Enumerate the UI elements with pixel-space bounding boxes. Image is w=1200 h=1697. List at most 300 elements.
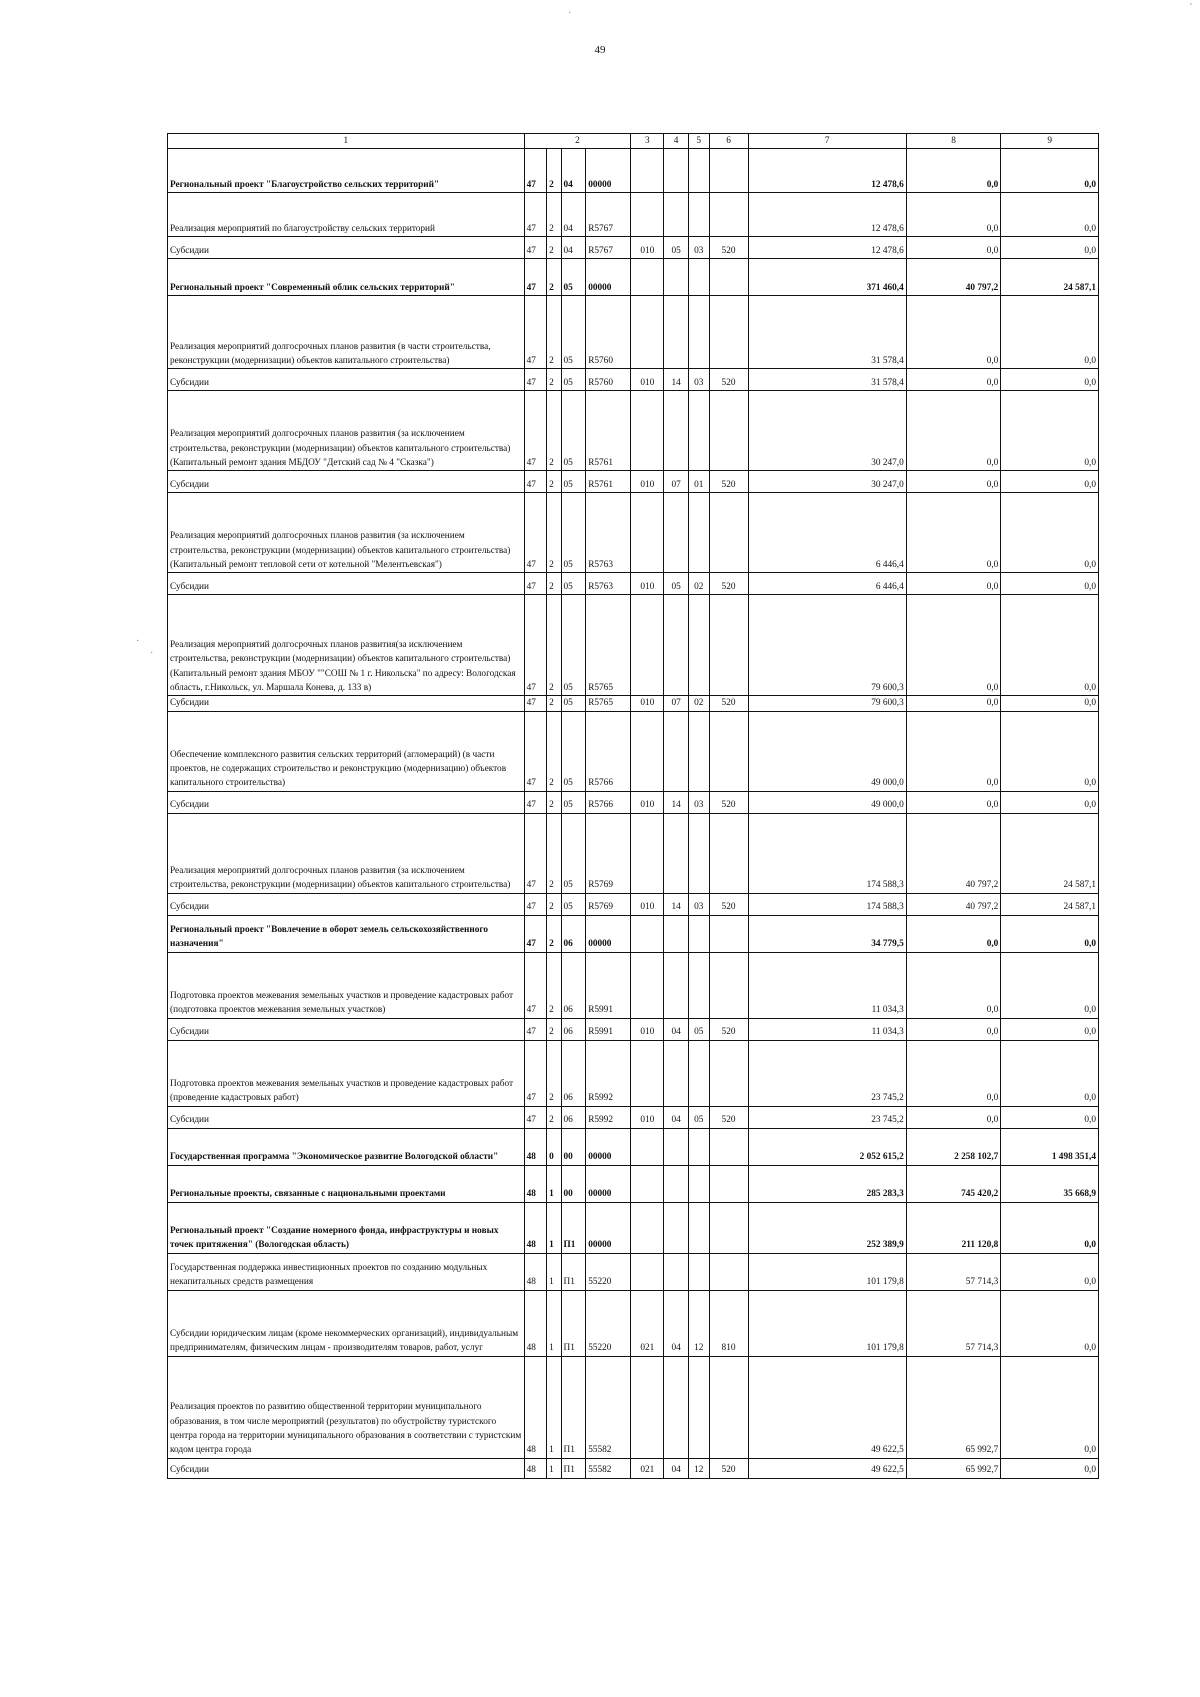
cell-col-4: 14 bbox=[664, 791, 689, 813]
row-name: Подготовка проектов межевания земельных участков и проведение кадастровых работ (подготовка проектов межевания земельных участков) bbox=[168, 952, 525, 1018]
cell-col-6: 520 bbox=[709, 791, 748, 813]
cell-col-3 bbox=[631, 1165, 664, 1202]
value-col-9: 0,0 bbox=[1001, 952, 1099, 1018]
cell-col-4 bbox=[664, 296, 689, 369]
cell-col-3 bbox=[631, 493, 664, 573]
cell-col-5 bbox=[688, 595, 709, 696]
value-col-9: 35 668,9 bbox=[1001, 1165, 1099, 1202]
code-program: 47 bbox=[524, 1018, 547, 1040]
row-name: Субсидии bbox=[168, 893, 525, 915]
table-row bbox=[168, 595, 1099, 696]
code-subprogram: 2 bbox=[547, 1040, 561, 1106]
cell-col-6 bbox=[709, 711, 748, 791]
cell-col-4 bbox=[664, 391, 689, 471]
code-item: R5761 bbox=[586, 391, 631, 471]
code-section: 00 bbox=[561, 1165, 586, 1202]
row-name: Субсидии юридическим лицам (кроме некоммерческих организаций), индивидуальным предпринимателям, физическим лицам - производителям товаров, работ, услуг bbox=[168, 1290, 525, 1356]
code-item: R5765 bbox=[586, 696, 631, 711]
cell-col-3: 010 bbox=[631, 1106, 664, 1128]
table-row bbox=[168, 471, 1099, 493]
code-section: 05 bbox=[561, 573, 586, 595]
code-item: R5991 bbox=[586, 952, 631, 1018]
code-item: 00000 bbox=[586, 915, 631, 952]
cell-col-3: 010 bbox=[631, 893, 664, 915]
row-name: Реализация мероприятий долгосрочных планов развития (в части строительства, реконструкции (модернизации) объектов капитального строительства) bbox=[168, 296, 525, 369]
row-name: Субсидии bbox=[168, 696, 525, 711]
value-col-8: 0,0 bbox=[906, 696, 1001, 711]
table-row bbox=[168, 791, 1099, 813]
cell-col-4 bbox=[664, 1202, 689, 1253]
code-item: R5991 bbox=[586, 1018, 631, 1040]
code-section: П1 bbox=[561, 1458, 586, 1478]
scan-speck-4: · bbox=[150, 648, 154, 659]
value-col-9: 1 498 351,4 bbox=[1001, 1128, 1099, 1165]
code-subprogram: 2 bbox=[547, 952, 561, 1018]
code-item: R5992 bbox=[586, 1040, 631, 1106]
value-col-8: 0,0 bbox=[906, 296, 1001, 369]
cell-col-5 bbox=[688, 1356, 709, 1458]
cell-col-5: 02 bbox=[688, 573, 709, 595]
row-name: Региональный проект "Современный облик сельских территорий" bbox=[168, 259, 525, 296]
value-col-7: 49 000,0 bbox=[748, 791, 906, 813]
row-name: Реализация мероприятий долгосрочных планов развития(за исключением строительства, реконструкции (модернизации) объектов капитального строительства)(Капитальный ремонт здания МБОУ ""СОШ № 1 г. Никольска" по адресу: Вологодская область, г.Никольск, ул. Маршала Конева, д. 133 в) bbox=[168, 595, 525, 696]
value-col-7: 6 446,4 bbox=[748, 493, 906, 573]
cell-col-3 bbox=[631, 391, 664, 471]
cell-col-3 bbox=[631, 296, 664, 369]
code-subprogram: 2 bbox=[547, 573, 561, 595]
code-section: 05 bbox=[561, 711, 586, 791]
row-name: Реализация мероприятий по благоустройству сельских территорий bbox=[168, 193, 525, 237]
value-col-8: 211 120,8 bbox=[906, 1202, 1001, 1253]
value-col-8: 40 797,2 bbox=[906, 813, 1001, 893]
cell-col-3 bbox=[631, 1128, 664, 1165]
value-col-8: 0,0 bbox=[906, 471, 1001, 493]
table-row bbox=[168, 296, 1099, 369]
code-subprogram: 2 bbox=[547, 813, 561, 893]
code-section: П1 bbox=[561, 1253, 586, 1290]
table-row bbox=[168, 1018, 1099, 1040]
value-col-9: 0,0 bbox=[1001, 237, 1099, 259]
row-name: Региональный проект "Вовлечение в оборот земель сельскохозяйственного назначения" bbox=[168, 915, 525, 952]
value-col-9: 0,0 bbox=[1001, 791, 1099, 813]
code-section: 05 bbox=[561, 791, 586, 813]
cell-col-5 bbox=[688, 813, 709, 893]
cell-col-5: 12 bbox=[688, 1458, 709, 1478]
table-row bbox=[168, 1040, 1099, 1106]
value-col-7: 11 034,3 bbox=[748, 952, 906, 1018]
cell-col-6 bbox=[709, 1253, 748, 1290]
code-item: R5763 bbox=[586, 493, 631, 573]
value-col-7: 101 179,8 bbox=[748, 1253, 906, 1290]
value-col-8: 0,0 bbox=[906, 915, 1001, 952]
code-item: 00000 bbox=[586, 259, 631, 296]
value-col-9: 0,0 bbox=[1001, 696, 1099, 711]
cell-col-3 bbox=[631, 595, 664, 696]
value-col-8: 0,0 bbox=[906, 711, 1001, 791]
value-col-7: 174 588,3 bbox=[748, 893, 906, 915]
code-subprogram: 2 bbox=[547, 696, 561, 711]
cell-col-3 bbox=[631, 711, 664, 791]
code-item: R5761 bbox=[586, 471, 631, 493]
cell-col-6: 810 bbox=[709, 1290, 748, 1356]
value-col-9: 0,0 bbox=[1001, 711, 1099, 791]
value-col-7: 23 745,2 bbox=[748, 1040, 906, 1106]
value-col-9: 24 587,1 bbox=[1001, 259, 1099, 296]
value-col-8: 65 992,7 bbox=[906, 1356, 1001, 1458]
cell-col-4: 04 bbox=[664, 1290, 689, 1356]
cell-col-6 bbox=[709, 1202, 748, 1253]
table-row bbox=[168, 573, 1099, 595]
code-subprogram: 1 bbox=[547, 1165, 561, 1202]
cell-col-5 bbox=[688, 711, 709, 791]
value-col-7: 34 779,5 bbox=[748, 915, 906, 952]
row-name: Государственная программа "Экономическое развитие Вологодской области" bbox=[168, 1128, 525, 1165]
code-subprogram: 2 bbox=[547, 915, 561, 952]
row-name: Субсидии bbox=[168, 1106, 525, 1128]
cell-col-4: 04 bbox=[664, 1106, 689, 1128]
header-col-1: 1 bbox=[168, 134, 525, 149]
value-col-9: 0,0 bbox=[1001, 471, 1099, 493]
cell-col-6 bbox=[709, 1128, 748, 1165]
code-section: 04 bbox=[561, 193, 586, 237]
cell-col-4: 05 bbox=[664, 237, 689, 259]
code-section: 05 bbox=[561, 595, 586, 696]
code-subprogram: 1 bbox=[547, 1458, 561, 1478]
cell-col-5 bbox=[688, 259, 709, 296]
code-program: 47 bbox=[524, 1106, 547, 1128]
code-item: R5763 bbox=[586, 573, 631, 595]
code-section: 00 bbox=[561, 1128, 586, 1165]
cell-col-3 bbox=[631, 1356, 664, 1458]
cell-col-5 bbox=[688, 1128, 709, 1165]
code-subprogram: 2 bbox=[547, 711, 561, 791]
header-col-2: 2 bbox=[524, 134, 631, 149]
code-section: П1 bbox=[561, 1356, 586, 1458]
value-col-7: 174 588,3 bbox=[748, 813, 906, 893]
value-col-7: 31 578,4 bbox=[748, 296, 906, 369]
table-row bbox=[168, 369, 1099, 391]
cell-col-6: 520 bbox=[709, 1458, 748, 1478]
table-row bbox=[168, 237, 1099, 259]
value-col-7: 23 745,2 bbox=[748, 1106, 906, 1128]
code-subprogram: 2 bbox=[547, 471, 561, 493]
code-item: 00000 bbox=[586, 1202, 631, 1253]
code-program: 48 bbox=[524, 1458, 547, 1478]
header-row bbox=[168, 134, 1099, 149]
cell-col-6 bbox=[709, 1040, 748, 1106]
code-program: 47 bbox=[524, 952, 547, 1018]
code-subprogram: 1 bbox=[547, 1253, 561, 1290]
code-subprogram: 2 bbox=[547, 259, 561, 296]
table-row bbox=[168, 193, 1099, 237]
row-name: Региональный проект "Создание номерного фонда, инфраструктуры и новых точек притяжения" (Вологодская область) bbox=[168, 1202, 525, 1253]
cell-col-3 bbox=[631, 915, 664, 952]
table-body bbox=[168, 134, 1099, 1479]
code-section: 06 bbox=[561, 1018, 586, 1040]
value-col-8: 40 797,2 bbox=[906, 893, 1001, 915]
page-number: 49 bbox=[594, 44, 606, 56]
cell-col-4 bbox=[664, 149, 689, 193]
cell-col-4 bbox=[664, 1040, 689, 1106]
table-row bbox=[168, 952, 1099, 1018]
code-program: 47 bbox=[524, 259, 547, 296]
value-col-9: 0,0 bbox=[1001, 1202, 1099, 1253]
cell-col-3: 021 bbox=[631, 1458, 664, 1478]
table-row bbox=[168, 391, 1099, 471]
code-section: 05 bbox=[561, 259, 586, 296]
code-program: 48 bbox=[524, 1253, 547, 1290]
cell-col-5: 03 bbox=[688, 791, 709, 813]
scan-speck-2: ' bbox=[1190, 2, 1192, 13]
cell-col-4 bbox=[664, 711, 689, 791]
code-program: 47 bbox=[524, 369, 547, 391]
cell-col-5 bbox=[688, 1165, 709, 1202]
code-subprogram: 1 bbox=[547, 1290, 561, 1356]
value-col-8: 0,0 bbox=[906, 1018, 1001, 1040]
cell-col-6 bbox=[709, 296, 748, 369]
code-section: 05 bbox=[561, 391, 586, 471]
cell-col-5 bbox=[688, 1040, 709, 1106]
cell-col-6: 520 bbox=[709, 237, 748, 259]
value-col-7: 49 000,0 bbox=[748, 711, 906, 791]
code-program: 47 bbox=[524, 149, 547, 193]
cell-col-6 bbox=[709, 952, 748, 1018]
value-col-8: 0,0 bbox=[906, 1106, 1001, 1128]
code-program: 48 bbox=[524, 1165, 547, 1202]
value-col-8: 0,0 bbox=[906, 149, 1001, 193]
value-col-8: 0,0 bbox=[906, 193, 1001, 237]
value-col-8: 0,0 bbox=[906, 595, 1001, 696]
value-col-8: 0,0 bbox=[906, 369, 1001, 391]
budget-table bbox=[167, 133, 1099, 1479]
cell-col-3 bbox=[631, 193, 664, 237]
cell-col-3: 010 bbox=[631, 696, 664, 711]
code-item: 55582 bbox=[586, 1356, 631, 1458]
cell-col-3: 010 bbox=[631, 471, 664, 493]
row-name: Субсидии bbox=[168, 237, 525, 259]
cell-col-3: 021 bbox=[631, 1290, 664, 1356]
code-item: R5765 bbox=[586, 595, 631, 696]
row-name: Реализация мероприятий долгосрочных планов развития (за исключением строительства, реконструкции (модернизации) объектов капитального строительства)(Капитальный ремонт тепловой сети от котельной "Мелентьевская") bbox=[168, 493, 525, 573]
code-item: R5767 bbox=[586, 193, 631, 237]
code-section: 06 bbox=[561, 915, 586, 952]
cell-col-5: 01 bbox=[688, 471, 709, 493]
value-col-8: 745 420,2 bbox=[906, 1165, 1001, 1202]
cell-col-3: 010 bbox=[631, 369, 664, 391]
cell-col-3 bbox=[631, 813, 664, 893]
value-col-7: 49 622,5 bbox=[748, 1356, 906, 1458]
cell-col-4 bbox=[664, 493, 689, 573]
value-col-8: 0,0 bbox=[906, 573, 1001, 595]
value-col-8: 40 797,2 bbox=[906, 259, 1001, 296]
code-subprogram: 2 bbox=[547, 595, 561, 696]
code-section: 05 bbox=[561, 696, 586, 711]
cell-col-6 bbox=[709, 595, 748, 696]
cell-col-4: 07 bbox=[664, 696, 689, 711]
cell-col-4 bbox=[664, 1128, 689, 1165]
value-col-8: 0,0 bbox=[906, 391, 1001, 471]
code-program: 47 bbox=[524, 791, 547, 813]
code-item: R5766 bbox=[586, 711, 631, 791]
header-col-3: 3 bbox=[631, 134, 664, 149]
code-section: 05 bbox=[561, 893, 586, 915]
cell-col-3 bbox=[631, 1040, 664, 1106]
value-col-9: 0,0 bbox=[1001, 915, 1099, 952]
value-col-9: 0,0 bbox=[1001, 1106, 1099, 1128]
table-row bbox=[168, 1356, 1099, 1458]
cell-col-4 bbox=[664, 813, 689, 893]
cell-col-6 bbox=[709, 813, 748, 893]
value-col-7: 101 179,8 bbox=[748, 1290, 906, 1356]
code-program: 47 bbox=[524, 391, 547, 471]
value-col-9: 24 587,1 bbox=[1001, 893, 1099, 915]
code-item: 00000 bbox=[586, 1165, 631, 1202]
value-col-9: 0,0 bbox=[1001, 149, 1099, 193]
row-name: Региональные проекты, связанные с национальными проектами bbox=[168, 1165, 525, 1202]
cell-col-3: 010 bbox=[631, 791, 664, 813]
cell-col-6: 520 bbox=[709, 696, 748, 711]
header-col-8: 8 bbox=[906, 134, 1001, 149]
cell-col-6: 520 bbox=[709, 893, 748, 915]
cell-col-4 bbox=[664, 595, 689, 696]
value-col-9: 0,0 bbox=[1001, 595, 1099, 696]
code-item: R5769 bbox=[586, 813, 631, 893]
scan-speck-3: · bbox=[136, 636, 140, 647]
code-program: 47 bbox=[524, 595, 547, 696]
code-item: 00000 bbox=[586, 1128, 631, 1165]
cell-col-6: 520 bbox=[709, 1018, 748, 1040]
row-name: Субсидии bbox=[168, 573, 525, 595]
cell-col-5 bbox=[688, 193, 709, 237]
cell-col-4 bbox=[664, 1165, 689, 1202]
cell-col-6 bbox=[709, 1165, 748, 1202]
cell-col-3 bbox=[631, 1253, 664, 1290]
value-col-8: 57 714,3 bbox=[906, 1290, 1001, 1356]
row-name: Государственная поддержка инвестиционных проектов по созданию модульных некапитальных средств размещения bbox=[168, 1253, 525, 1290]
code-program: 47 bbox=[524, 711, 547, 791]
code-section: П1 bbox=[561, 1290, 586, 1356]
table-row bbox=[168, 1128, 1099, 1165]
value-col-9: 0,0 bbox=[1001, 391, 1099, 471]
code-section: 04 bbox=[561, 237, 586, 259]
code-section: 06 bbox=[561, 1040, 586, 1106]
value-col-9: 0,0 bbox=[1001, 369, 1099, 391]
code-section: 05 bbox=[561, 471, 586, 493]
table-row bbox=[168, 259, 1099, 296]
cell-col-5 bbox=[688, 493, 709, 573]
value-col-7: 285 283,3 bbox=[748, 1165, 906, 1202]
code-program: 48 bbox=[524, 1356, 547, 1458]
code-subprogram: 2 bbox=[547, 1018, 561, 1040]
code-section: 05 bbox=[561, 369, 586, 391]
value-col-7: 79 600,3 bbox=[748, 696, 906, 711]
cell-col-6: 520 bbox=[709, 573, 748, 595]
value-col-7: 12 478,6 bbox=[748, 149, 906, 193]
code-item: R5767 bbox=[586, 237, 631, 259]
table-row bbox=[168, 893, 1099, 915]
cell-col-5 bbox=[688, 1202, 709, 1253]
cell-col-5: 12 bbox=[688, 1290, 709, 1356]
code-item: 55582 bbox=[586, 1458, 631, 1478]
table-row bbox=[168, 1290, 1099, 1356]
cell-col-4: 14 bbox=[664, 893, 689, 915]
cell-col-4 bbox=[664, 1253, 689, 1290]
cell-col-5: 05 bbox=[688, 1018, 709, 1040]
cell-col-4: 07 bbox=[664, 471, 689, 493]
code-item: R5769 bbox=[586, 893, 631, 915]
cell-col-5: 05 bbox=[688, 1106, 709, 1128]
code-item: R5760 bbox=[586, 369, 631, 391]
cell-col-6: 520 bbox=[709, 1106, 748, 1128]
table-row bbox=[168, 1202, 1099, 1253]
table-row bbox=[168, 1458, 1099, 1478]
row-name: Региональный проект "Благоустройство сельских территорий" bbox=[168, 149, 525, 193]
code-section: П1 bbox=[561, 1202, 586, 1253]
value-col-8: 65 992,7 bbox=[906, 1458, 1001, 1478]
value-col-8: 0,0 bbox=[906, 791, 1001, 813]
value-col-9: 0,0 bbox=[1001, 493, 1099, 573]
value-col-7: 11 034,3 bbox=[748, 1018, 906, 1040]
cell-col-6 bbox=[709, 1356, 748, 1458]
code-section: 04 bbox=[561, 149, 586, 193]
cell-col-5: 03 bbox=[688, 237, 709, 259]
cell-col-4 bbox=[664, 193, 689, 237]
code-subprogram: 1 bbox=[547, 1356, 561, 1458]
table-row bbox=[168, 1106, 1099, 1128]
value-col-7: 30 247,0 bbox=[748, 471, 906, 493]
cell-col-5: 03 bbox=[688, 369, 709, 391]
value-col-9: 0,0 bbox=[1001, 1253, 1099, 1290]
code-item: R5992 bbox=[586, 1106, 631, 1128]
cell-col-4 bbox=[664, 259, 689, 296]
value-col-9: 24 587,1 bbox=[1001, 813, 1099, 893]
code-subprogram: 2 bbox=[547, 791, 561, 813]
cell-col-4: 04 bbox=[664, 1458, 689, 1478]
code-subprogram: 2 bbox=[547, 296, 561, 369]
cell-col-4 bbox=[664, 952, 689, 1018]
cell-col-5 bbox=[688, 915, 709, 952]
code-item: 55220 bbox=[586, 1253, 631, 1290]
cell-col-3: 010 bbox=[631, 1018, 664, 1040]
value-col-9: 0,0 bbox=[1001, 1458, 1099, 1478]
code-item: R5766 bbox=[586, 791, 631, 813]
code-item: 00000 bbox=[586, 149, 631, 193]
table-row bbox=[168, 149, 1099, 193]
cell-col-6 bbox=[709, 193, 748, 237]
row-name: Реализация мероприятий долгосрочных планов развития (за исключением строительства, реконструкции (модернизации) объектов капитального строительства) (Капитальный ремонт здания МБДОУ "Детский сад № 4 "Сказка") bbox=[168, 391, 525, 471]
scan-speck-1: · bbox=[568, 8, 572, 19]
row-name: Реализация мероприятий долгосрочных планов развития (за исключением строительства, реконструкции (модернизации) объектов капитального строительства) bbox=[168, 813, 525, 893]
code-program: 47 bbox=[524, 915, 547, 952]
code-program: 47 bbox=[524, 696, 547, 711]
header-col-6: 6 bbox=[709, 134, 748, 149]
value-col-7: 31 578,4 bbox=[748, 369, 906, 391]
value-col-9: 0,0 bbox=[1001, 573, 1099, 595]
value-col-8: 0,0 bbox=[906, 493, 1001, 573]
row-name: Обеспечение комплексного развития сельских территорий (агломераций) (в части проектов, не содержащих строительство и реконструкцию (модернизацию) объектов капитального строительства) bbox=[168, 711, 525, 791]
code-section: 05 bbox=[561, 813, 586, 893]
code-program: 47 bbox=[524, 296, 547, 369]
cell-col-4: 04 bbox=[664, 1018, 689, 1040]
code-subprogram: 2 bbox=[547, 369, 561, 391]
table-row bbox=[168, 915, 1099, 952]
header-col-9: 9 bbox=[1001, 134, 1099, 149]
code-program: 47 bbox=[524, 237, 547, 259]
value-col-7: 12 478,6 bbox=[748, 237, 906, 259]
code-subprogram: 1 bbox=[547, 1202, 561, 1253]
table-row bbox=[168, 493, 1099, 573]
value-col-7: 30 247,0 bbox=[748, 391, 906, 471]
